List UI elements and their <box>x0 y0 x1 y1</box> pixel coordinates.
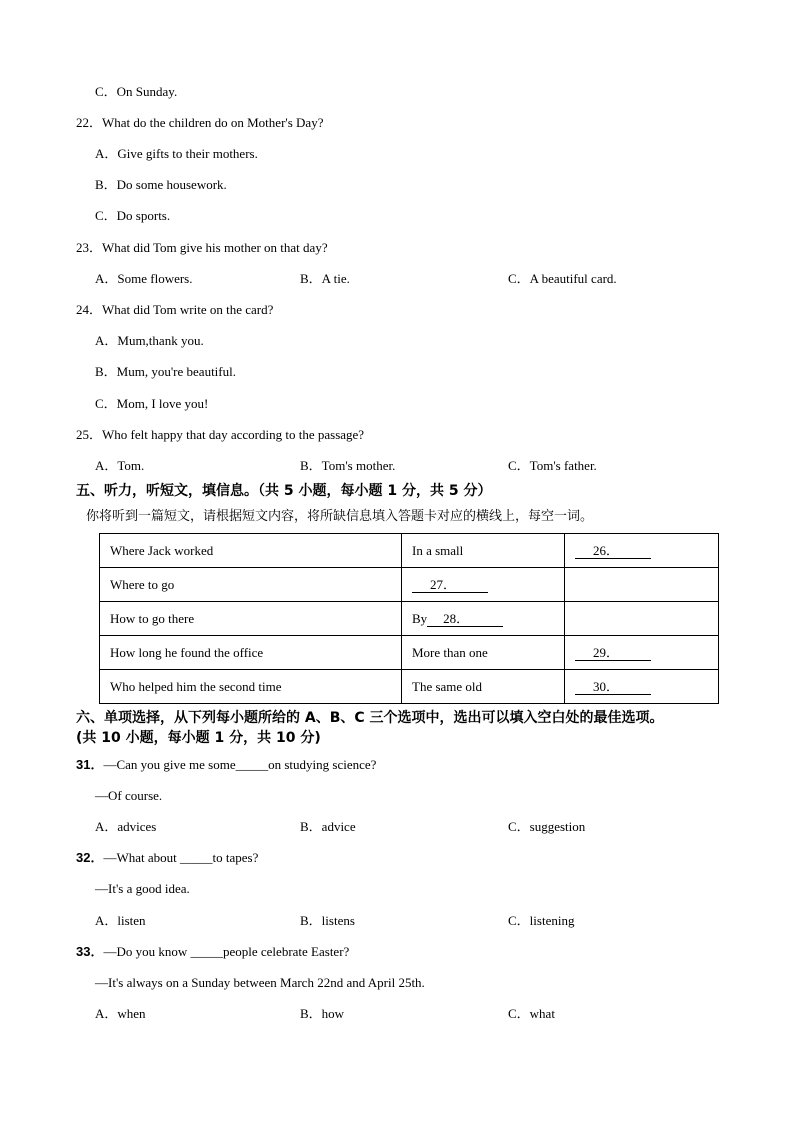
q32-reply: —It's a good idea. <box>95 881 190 896</box>
row-given: More than one <box>402 636 565 670</box>
empty-cell <box>565 602 719 636</box>
q31-number: 31． <box>76 757 104 772</box>
section5-instruction: 你将听到一篇短文，请根据短文内容，将所缺信息填入答题卡对应的横线上，每空一词。 <box>86 509 594 524</box>
row-label: How long he found the office <box>100 636 402 670</box>
q33-option-c: C．what <box>508 1006 555 1021</box>
row-label: Who helped him the second time <box>100 670 402 704</box>
q32-option-c: C．listening <box>508 913 575 928</box>
empty-cell <box>565 568 719 602</box>
answer-cell <box>402 568 565 602</box>
q33-option-b: B．how <box>300 1006 345 1021</box>
answer-blank-28[interactable]: 28． <box>427 612 503 627</box>
q31-line <box>76 757 376 773</box>
q32-number: 32． <box>76 850 104 865</box>
q31-stem: —Can you give me some_____on studying science? <box>103 757 377 772</box>
q24-stem: 24．What did Tom write on the card? <box>76 302 274 317</box>
q23-stem: 23．What did Tom give his mother on that day? <box>76 240 328 255</box>
answer-cell <box>402 602 565 636</box>
q23-option-c: C．A beautiful card. <box>508 271 617 286</box>
table-row <box>100 636 719 670</box>
q31-reply: —Of course. <box>95 788 163 803</box>
q32-option-a: A．listen <box>95 913 146 928</box>
q32-line <box>76 850 258 866</box>
section5-heading: 五、听力，听短文，填信息。（共 5 小题，每小题 1 分，共 5 分） <box>76 483 492 499</box>
q21-option-c: C．On Sunday. <box>95 84 178 99</box>
q22-option-c: C．Do sports. <box>95 208 171 223</box>
row-prefix: By <box>412 610 428 626</box>
q24-option-b: B．Mum, you're beautiful. <box>95 364 236 379</box>
q33-option-a: A．when <box>95 1006 146 1021</box>
q25-option-b: B．Tom's mother. <box>300 458 396 473</box>
q22-option-a: A．Give gifts to their mothers. <box>95 146 258 161</box>
section6-heading-line1: 六、单项选择，从下列每小题所给的 A、B、C 三个选项中，选出可以填入空白处的最佳选项。 <box>76 710 664 726</box>
q32-stem: —What about _____to tapes? <box>103 850 259 865</box>
answer-cell <box>565 670 719 704</box>
q33-number: 33． <box>76 944 104 959</box>
q22-option-b: B．Do some housework. <box>95 177 227 192</box>
row-given: In a small <box>402 534 565 568</box>
table-row <box>100 534 719 568</box>
answer-blank-27[interactable]: 27． <box>412 578 488 593</box>
q31-option-a: A．advices <box>95 819 157 834</box>
row-label: Where to go <box>100 568 402 602</box>
q23-option-b: B．A tie. <box>300 271 350 286</box>
q24-option-c: C．Mom, I love you! <box>95 396 209 411</box>
row-label: Where Jack worked <box>100 534 402 568</box>
q25-stem: 25．Who felt happy that day according to the passage? <box>76 427 365 442</box>
answer-blank-29[interactable]: 29． <box>575 646 651 661</box>
table-row <box>100 568 719 602</box>
answer-cell <box>565 534 719 568</box>
info-table <box>99 533 719 704</box>
q33-stem: —Do you know _____people celebrate Easter? <box>103 944 350 959</box>
q33-reply: —It's always on a Sunday between March 22nd and April 25th. <box>95 975 425 990</box>
q22-stem: 22．What do the children do on Mother's Day? <box>76 115 324 130</box>
section6-heading-line2: (共 10 小题，每小题 1 分，共 10 分) <box>76 730 321 746</box>
q25-option-a: A．Tom. <box>95 458 145 473</box>
row-given: The same old <box>402 670 565 704</box>
q32-option-b: B．listens <box>300 913 355 928</box>
answer-blank-30[interactable]: 30． <box>575 680 651 695</box>
q25-option-c: C．Tom's father. <box>508 458 597 473</box>
table-row <box>100 670 719 704</box>
q23-option-a: A．Some flowers. <box>95 271 193 286</box>
q31-option-b: B．advice <box>300 819 356 834</box>
table-row <box>100 602 719 636</box>
q31-option-c: C．suggestion <box>508 819 586 834</box>
answer-cell <box>565 636 719 670</box>
answer-blank-26[interactable]: 26． <box>575 544 651 559</box>
row-label: How to go there <box>100 602 402 636</box>
q24-option-a: A．Mum,thank you. <box>95 333 204 348</box>
q33-line <box>76 944 349 960</box>
